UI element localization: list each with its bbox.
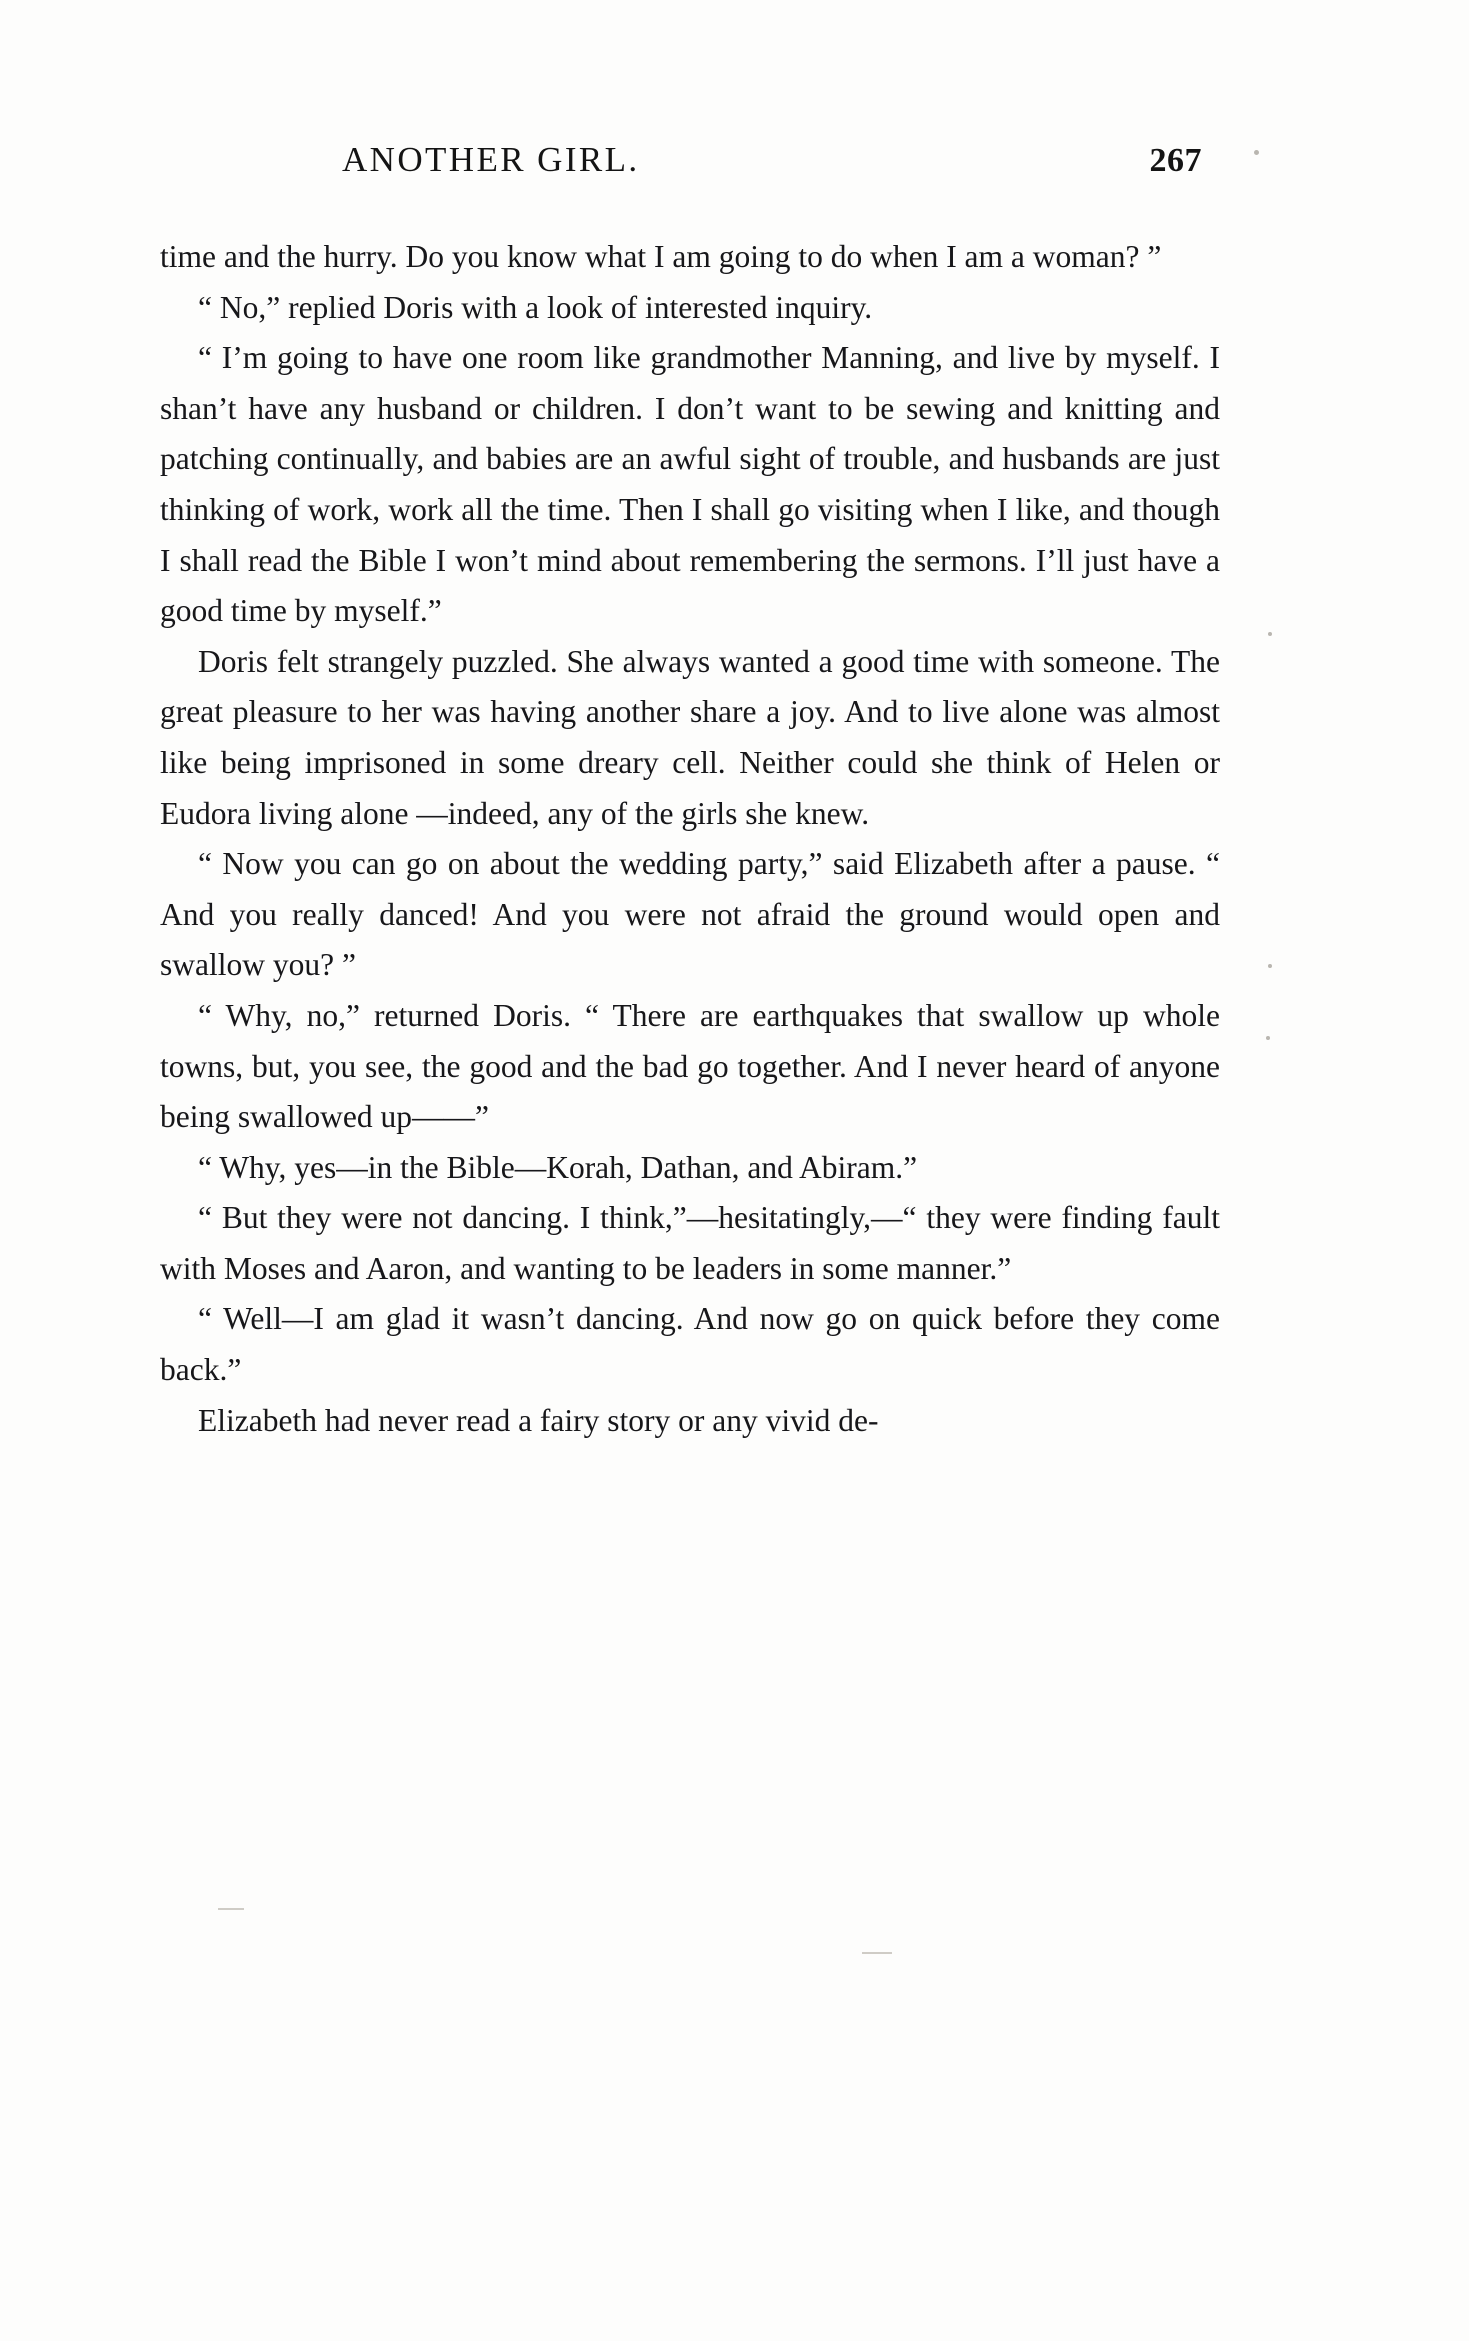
page-content [160, 140, 1220, 1446]
paper-speck [1254, 150, 1259, 155]
paper-speck [1266, 1036, 1270, 1040]
paper-hairline [218, 1908, 244, 1910]
paragraph: “ But they were not dancing. I think,”—hesitatingly,—“ they were finding fault with Moses and Aaron, and wanting to be leaders in some manner.” [160, 1200, 1220, 1286]
paragraph: “ Why, no,” returned Doris. “ There are earthquakes that swallow up whole towns, but, you see, the good and the bad go together. And I never heard of anyone being swallowed up——” [160, 997, 1220, 1135]
paragraph: time and the hurry. Do you know what I am going to do when I am a woman? ” [160, 239, 1162, 274]
paragraph: “ Why, yes—in the Bible—Korah, Dathan, and Abiram.” [198, 1149, 918, 1185]
page-number: 267 [1149, 142, 1202, 179]
paper-speck [1268, 964, 1272, 968]
paragraph: “ Now you can go on about the wedding party,” said Elizabeth after a pause. “ And you really danced! And you were not afraid the ground would open and swallow you? ” [160, 846, 1220, 983]
body-text [160, 232, 1220, 1446]
paper-hairline [862, 1952, 892, 1954]
paragraph: “ Well—I am glad it wasn’t dancing. And now go on quick before they come back.” [160, 1301, 1220, 1388]
paragraph: “ No,” replied Doris with a look of interested inquiry. [198, 289, 873, 325]
paper-speck [1268, 632, 1272, 636]
running-head [160, 140, 1220, 184]
paragraph: Doris felt strangely puzzled. She always wanted a good time with someone. The great pleasure to her was having another share a joy. And to live alone was almost like being imprisoned in some dreary cell. Neither could she think of Helen or Eudora living alone —indeed, any of the girls she knew. [160, 643, 1220, 831]
paragraph: “ I’m going to have one room like grandmother Manning, and live by myself. I shan’t have any husband or children. I don’t want to be sewing and knitting and patching continually, and babies are an awful sight of trouble, and husbands are just thinking of work, work all the time. Then I shall go visiting when I like, and though I shall read the Bible I won’t mind about remembering the sermons. I’ll just have a good time by myself.” [160, 340, 1220, 629]
paragraph: Elizabeth had never read a fairy story or any vivid de- [198, 1402, 879, 1438]
page-title: ANOTHER GIRL. [342, 140, 640, 179]
